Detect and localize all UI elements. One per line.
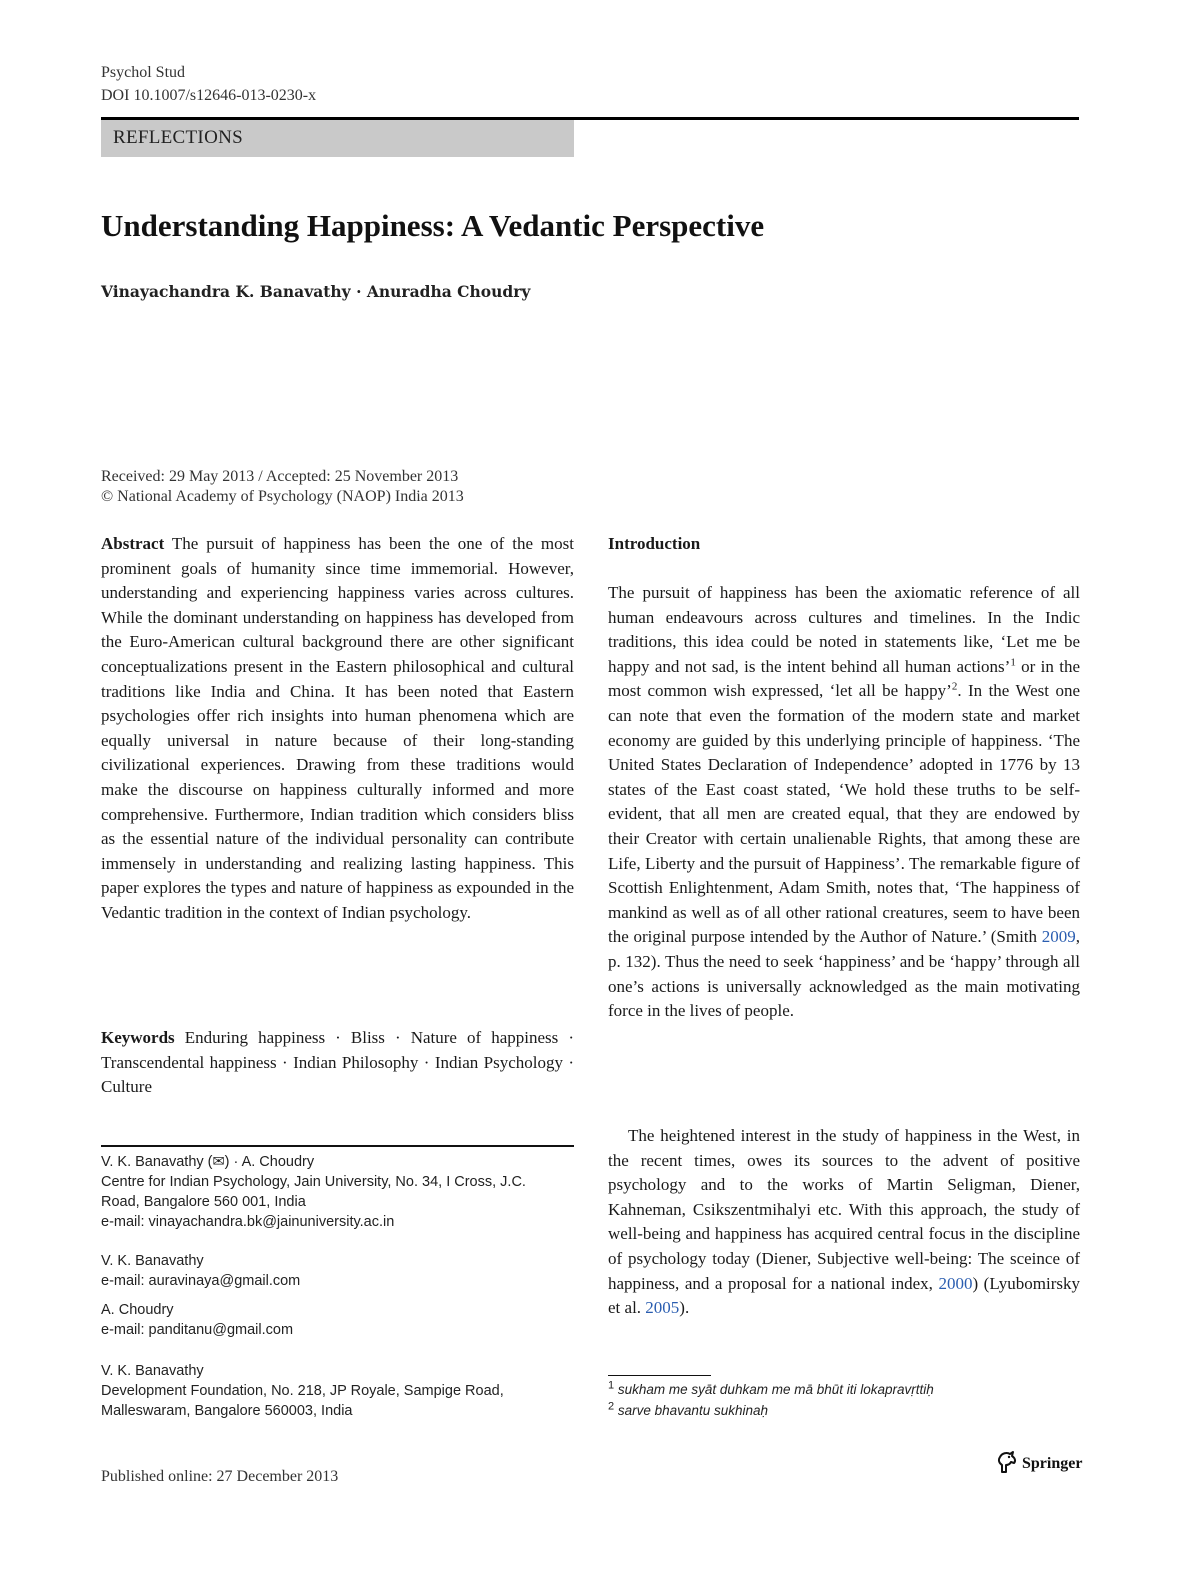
springer-logo: [996, 1450, 1082, 1478]
affiliation-line: V. K. Banavathy: [101, 1363, 204, 1379]
footnote: [608, 1380, 934, 1400]
citation-link[interactable]: 2000: [938, 1273, 973, 1293]
copyright: © National Academy of Psychology (NAOP) India 2013: [101, 488, 464, 505]
email-link[interactable]: e-mail: auravinaya@gmail.com: [101, 1273, 301, 1289]
footnote-rule: [608, 1375, 711, 1376]
abstract-text: The pursuit of happiness has been the one of the most prominent goals of humanity since time immemorial. However, understanding and experiencing happiness varies across cultures. While the dominant understanding on happiness has developed from the Euro-American cultural background there are other significant conceptualizations present in the Eastern philosophical and cultural traditions like India and China. It has been noted that Eastern psychologies offer rich insights into human phenomena which are equally universal in nature because of their long-standing civilizational experiences. Drawing from these traditions would make the discourse on happiness culturally informed and more comprehensive. Furthermore, Indian tradition which considers bliss as the essential nature of the individual personality can contribute immensely in understanding and realizing lasting happiness. This paper explores the types and nature of happiness as expounded in the Vedantic tradition in the context of Indian psychology.: [101, 534, 574, 922]
intro-text: ).: [679, 1298, 690, 1318]
footnote-ref[interactable]: 1: [1010, 656, 1016, 669]
affiliation-block: [101, 1251, 581, 1291]
affiliation-block: [101, 1300, 581, 1340]
affiliation-block: [101, 1152, 581, 1232]
footnote-number: 2: [608, 1400, 615, 1413]
abstract-heading: Abstract: [101, 534, 165, 553]
introduction-paragraph-2: [608, 1124, 1080, 1321]
footnote: [608, 1401, 768, 1421]
springer-horse-icon: [996, 1450, 1018, 1479]
citation-link[interactable]: 2005: [645, 1298, 680, 1318]
keywords-text: Enduring happiness · Bliss · Nature of happiness · Transcendental happiness · Indian Philosophy · Indian Psychology · Culture: [101, 1028, 574, 1097]
abstract: [101, 532, 574, 926]
affiliation-line: V. K. Banavathy: [101, 1253, 204, 1269]
affiliation-line: Development Foundation, No. 218, JP Royale, Sampige Road,: [101, 1383, 504, 1399]
publisher-name: Springer: [1022, 1455, 1083, 1472]
email-link[interactable]: e-mail: vinayachandra.bk@jainuniversity.ac.in: [101, 1214, 395, 1230]
introduction-paragraph-1: [608, 581, 1080, 1024]
keywords-heading: Keywords: [101, 1028, 175, 1047]
affiliation-line: Malleswaram, Bangalore 560003, India: [101, 1403, 353, 1419]
intro-text: or in the most common wish expressed, ‘let all be happy’: [608, 656, 1081, 701]
citation-link[interactable]: 2009: [1041, 927, 1076, 947]
intro-text: ) (Lyubomirsky et al.: [608, 1273, 1080, 1318]
affiliation-block: [101, 1361, 581, 1421]
affiliation-line: V. K. Banavathy (✉) · A. Choudry: [101, 1154, 315, 1170]
affiliation-line: A. Choudry: [101, 1302, 174, 1318]
affiliation-line: Road, Bangalore 560 001, India: [101, 1194, 306, 1210]
intro-text: . In the West one can note that even the formation of the modern state and market economy are guided by this underlying principle of happiness. ‘The United States Declaration of Independence’ adopted in 1776 by 13 states of the East coast stated, ‘We hold these truths to be self-evident, that all men are created equal, that they are endowed by their Creator with certain unalienable Rights, that among these are Life, Liberty and the pursuit of Happiness’. The remarkable figure of Scottish Enlightenment, Adam Smith, notes that, ‘The happiness of mankind as well as of all other rational creatures, seem to have been the original purpose intended by the Author of Nature.’ (Smith: [608, 681, 1080, 947]
footnote-ref[interactable]: 2: [951, 680, 958, 693]
email-link[interactable]: e-mail: panditanu@gmail.com: [101, 1322, 294, 1338]
footnote-number: 1: [608, 1379, 615, 1392]
received-date: Received: 29 May 2013 / Accepted: 25 November 2013: [101, 468, 459, 485]
affiliation-line: Centre for Indian Psychology, Jain University, No. 34, I Cross, J.C.: [101, 1174, 526, 1190]
authors: Vinayachandra K. Banavathy · Anuradha Choudry: [101, 282, 531, 301]
section-label: REFLECTIONS: [113, 127, 243, 148]
article-title: Understanding Happiness: A Vedantic Perspective: [101, 208, 765, 243]
intro-text: , p. 132). Thus the need to seek ‘happiness’ and be ‘happy’ through all one’s actions is universally acknowledged as the main motivating force in the lives of people.: [608, 927, 1080, 1021]
intro-text: The pursuit of happiness has been the axiomatic reference of all human endeavours across cultures and timelines. In the Indic traditions, this idea could be noted in statements like, ‘Let me be happy and not sad, is the intent behind all human actions’: [608, 583, 1080, 676]
footnote-text: sukham me syāt duhkam me mā bhūt iti lokapravṛttiḥ: [617, 1382, 934, 1397]
published-date: Published online: 27 December 2013: [101, 1468, 339, 1485]
journal-name: Psychol Stud: [101, 64, 186, 81]
intro-text: The heightened interest in the study of happiness in the West, in the recent times, owes its sources to the advent of positive psychology and to the works of Martin Seligman, Diener, Kahneman, Csikszentmihalyi etc. With this approach, the study of well-being and happiness has acquired central focus in the discipline of psychology today (Diener, Subjective well-being: The sceince of happiness, and a proposal for a national index,: [608, 1126, 1080, 1293]
footnote-text: sarve bhavantu sukhinaḥ: [617, 1403, 768, 1418]
introduction-heading: Introduction: [608, 534, 701, 553]
affiliation-rule: [101, 1145, 574, 1147]
keywords: [101, 1026, 574, 1100]
doi: DOI 10.1007/s12646-013-0230-x: [101, 87, 317, 104]
